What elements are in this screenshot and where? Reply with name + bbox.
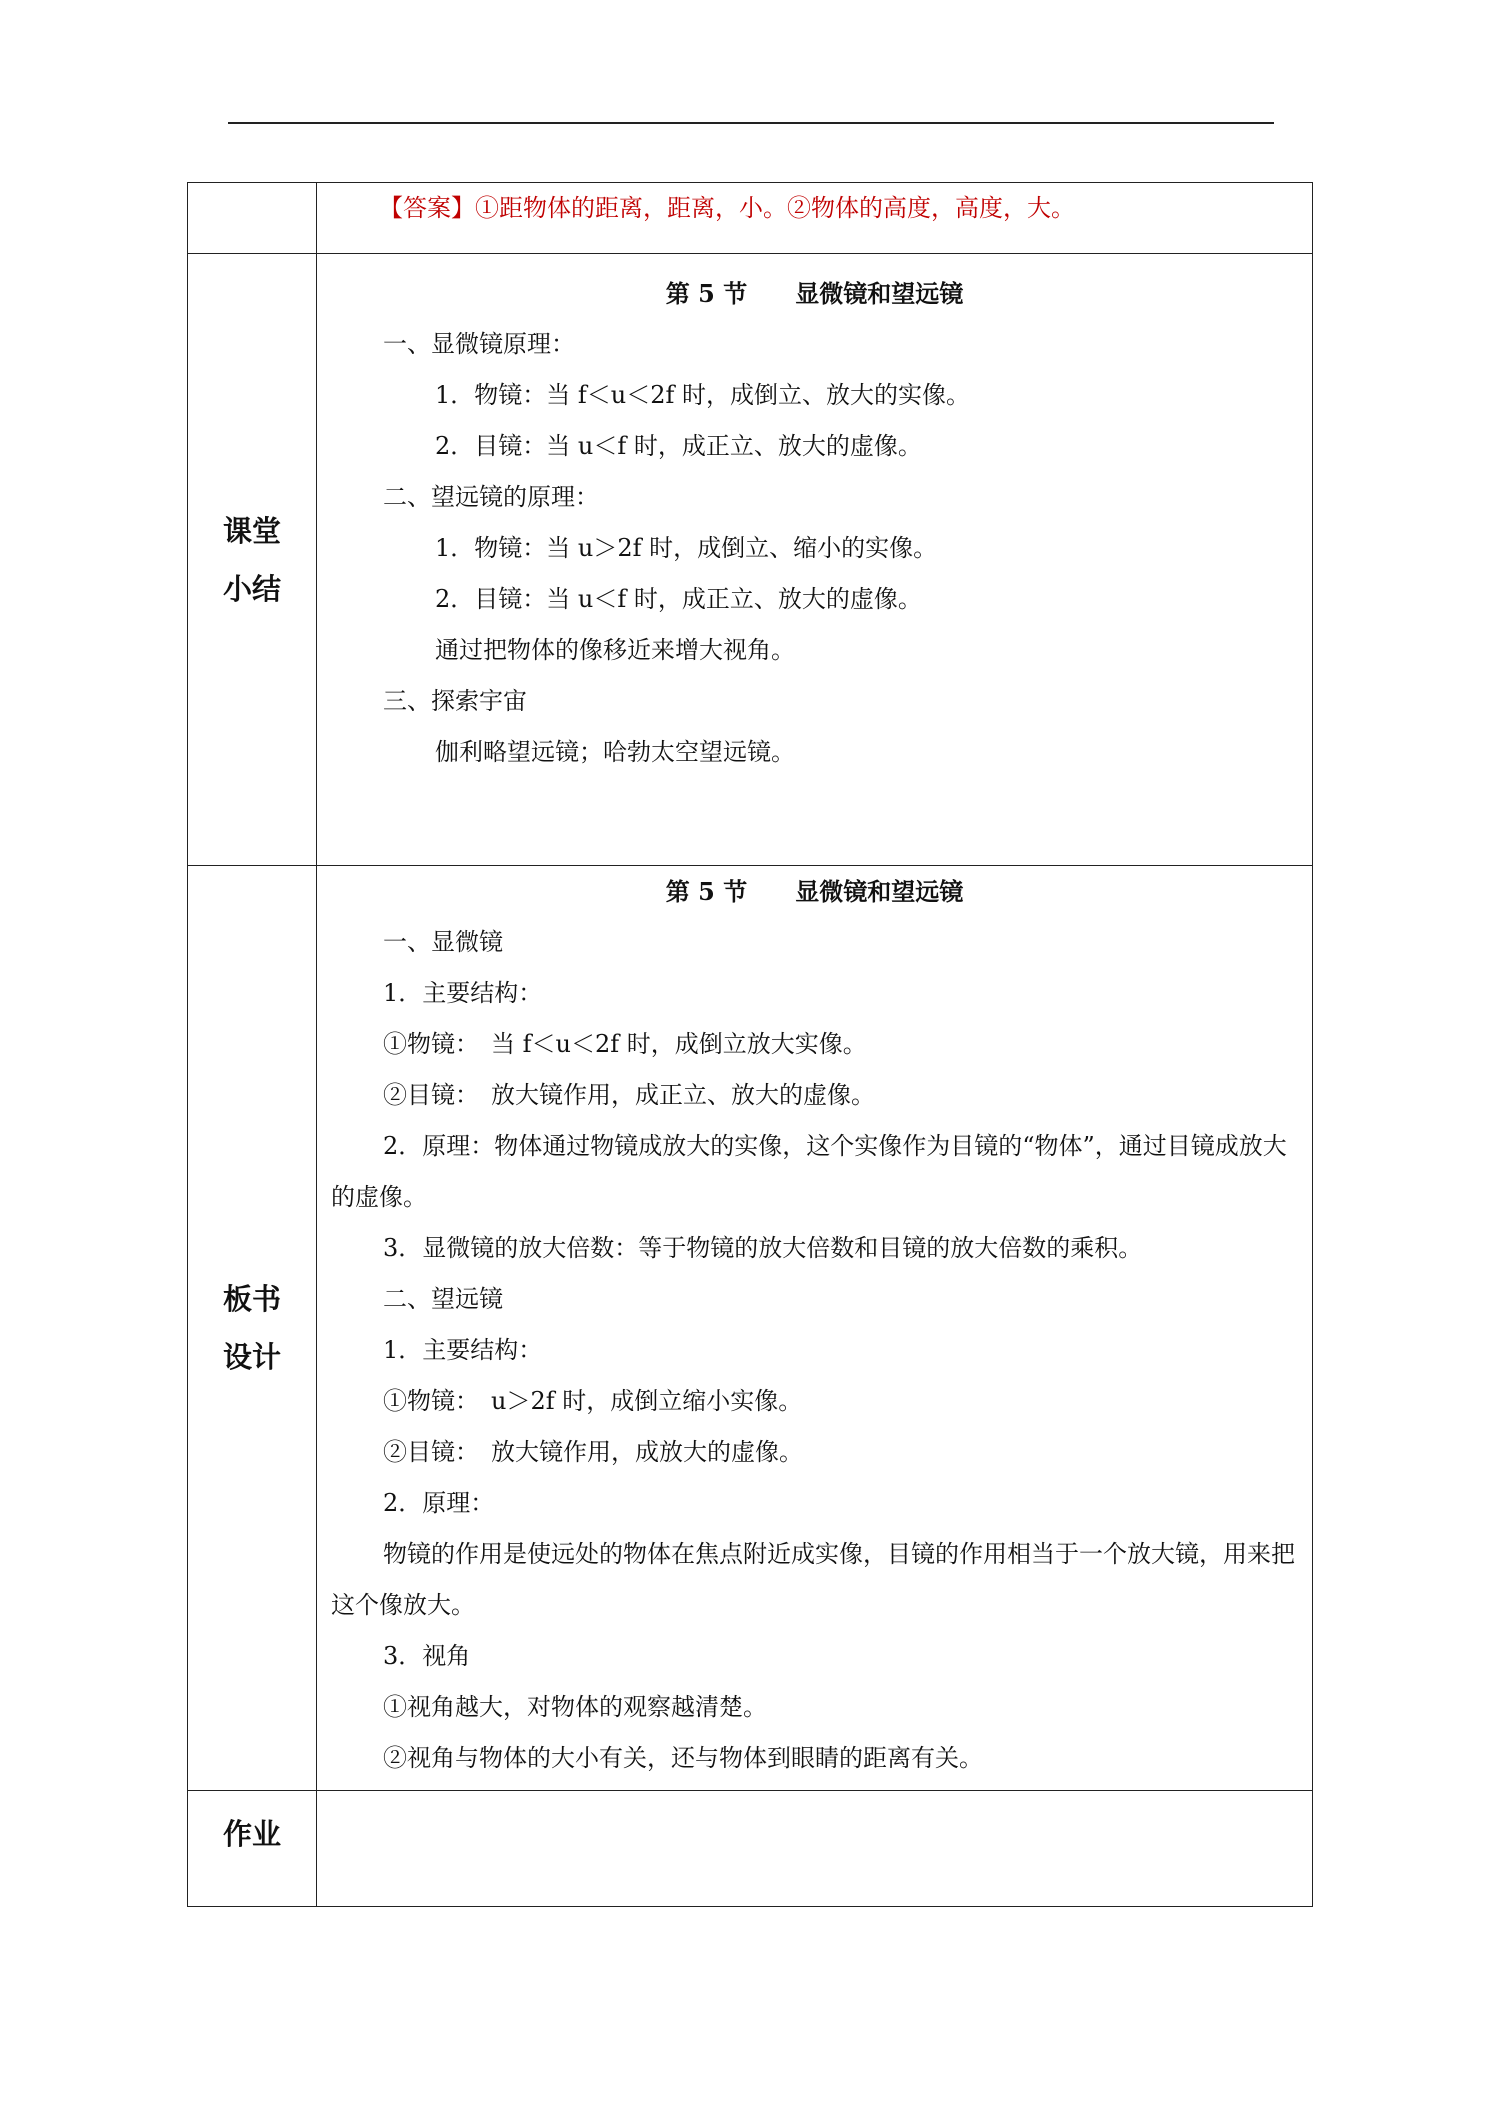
board-paragraph: 物镜的作用是使远处的物体在焦点附近成实像，目镜的作用相当于一个放大镜，用来把这个像放大。 bbox=[331, 1540, 1295, 1619]
summary-label-line1: 课堂 bbox=[222, 513, 281, 548]
board-line: 1．主要结构： bbox=[383, 1336, 543, 1364]
homework-row bbox=[188, 1791, 1313, 1907]
summary-line: 2．目镜：当 u＜f 时，成正立、放大的虚像。 bbox=[435, 432, 922, 460]
homework-label: 作业 bbox=[222, 1817, 281, 1851]
summary-row bbox=[188, 254, 1313, 866]
board-line: ①视角越大，对物体的观察越清楚。 bbox=[383, 1693, 767, 1721]
board-content-cell bbox=[317, 866, 1313, 1791]
summary-line: 2．目镜：当 u＜f 时，成正立、放大的虚像。 bbox=[435, 585, 922, 613]
board-label-line2: 设计 bbox=[222, 1340, 281, 1374]
summary-line: 一、显微镜原理： bbox=[383, 330, 575, 358]
board-line: 3．显微镜的放大倍数：等于物镜的放大倍数和目镜的放大倍数的乘积。 bbox=[383, 1234, 1143, 1262]
summary-line: 1．物镜：当 u＞2f 时，成倒立、缩小的实像。 bbox=[435, 534, 938, 562]
board-line: 一、显微镜 bbox=[383, 928, 503, 956]
answer-label-cell bbox=[188, 183, 317, 254]
summary-line: 1．物镜：当 f＜u＜2f 时，成倒立、放大的实像。 bbox=[435, 381, 971, 409]
board-line: ①物镜： 当 f＜u＜2f 时，成倒立放大实像。 bbox=[383, 1030, 867, 1058]
board-row bbox=[188, 866, 1313, 1791]
board-paragraph: 2．原理：物体通过物镜成放大的实像，这个实像作为目镜的“物体”，通过目镜成放大的虚像。 bbox=[331, 1132, 1287, 1211]
board-label-cell bbox=[188, 866, 317, 1791]
summary-content-cell bbox=[317, 254, 1313, 866]
board-line: 3．视角 bbox=[383, 1642, 471, 1670]
summary-line: 二、望远镜的原理： bbox=[383, 483, 599, 511]
board-line: ①物镜： u＞2f 时，成倒立缩小实像。 bbox=[383, 1387, 803, 1415]
summary-label-line2: 小结 bbox=[222, 571, 281, 606]
answer-row bbox=[188, 183, 1313, 254]
header-rule bbox=[228, 122, 1274, 124]
summary-title: 第 5 节 显微镜和望远镜 bbox=[665, 279, 964, 308]
summary-line: 三、探索宇宙 bbox=[383, 687, 527, 715]
board-line: ②目镜： 放大镜作用，成放大的虚像。 bbox=[383, 1438, 803, 1466]
board-line: 2．原理： bbox=[383, 1489, 495, 1517]
summary-line: 伽利略望远镜；哈勃太空望远镜。 bbox=[435, 738, 795, 766]
answer-content-cell bbox=[317, 183, 1313, 254]
answer-text: 【答案】①距物体的距离，距离，小。②物体的高度，高度，大。 bbox=[379, 194, 1075, 222]
lesson-plan-table bbox=[187, 182, 1313, 1907]
homework-content-cell bbox=[317, 1791, 1313, 1907]
board-line: ②视角与物体的大小有关，还与物体到眼睛的距离有关。 bbox=[383, 1744, 983, 1772]
summary-label-cell bbox=[188, 254, 317, 866]
board-line: 1．主要结构： bbox=[383, 979, 543, 1007]
board-label-line1: 板书 bbox=[222, 1282, 281, 1316]
board-line: ②目镜： 放大镜作用，成正立、放大的虚像。 bbox=[383, 1081, 875, 1109]
summary-line: 通过把物体的像移近来增大视角。 bbox=[435, 636, 795, 664]
board-title: 第 5 节 显微镜和望远镜 bbox=[665, 877, 964, 906]
homework-label-cell bbox=[188, 1791, 317, 1907]
board-line: 二、望远镜 bbox=[383, 1285, 503, 1313]
